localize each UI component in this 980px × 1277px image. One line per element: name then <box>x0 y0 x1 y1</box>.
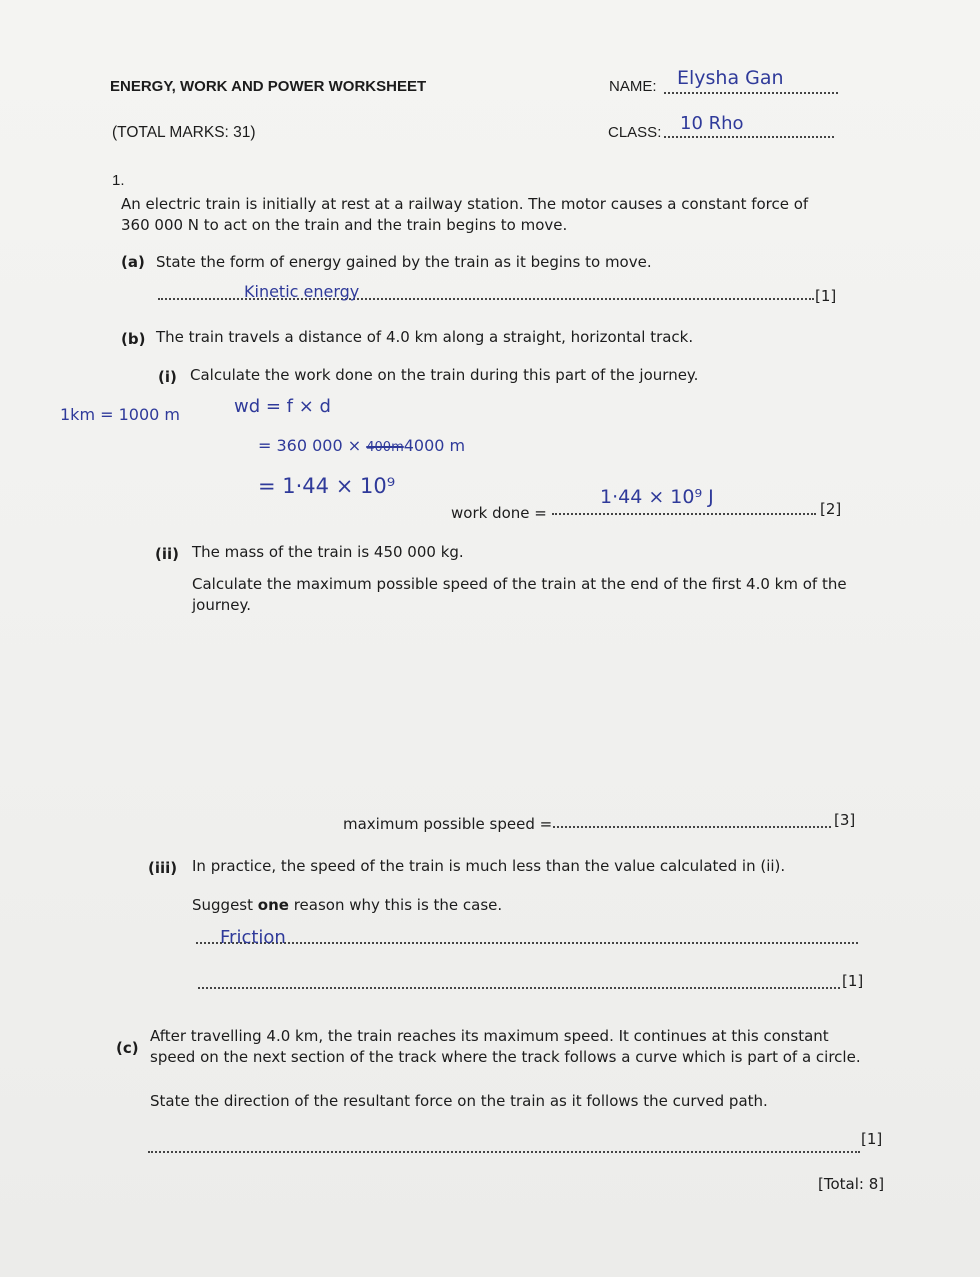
part-c-text-2: State the direction of the resultant force on the train as it follows the curved path. <box>150 1092 768 1110</box>
part-b-label: (b) <box>121 330 146 348</box>
part-b-i-marks: [2] <box>820 500 842 518</box>
part-b-iii-text-2-pre: Suggest <box>192 896 258 914</box>
part-a-text: State the form of energy gained by the train as it begins to move. <box>156 253 652 271</box>
unit-conversion-note: 1km = 1000 m <box>60 405 180 424</box>
part-b-ii-text-2 <box>192 574 847 616</box>
part-b-ii-text-1: The mass of the train is 450 000 kg. <box>192 543 464 561</box>
work-done-line <box>552 513 816 515</box>
working-line-2-suffix: 4000 m <box>403 436 466 455</box>
part-b-iii-answer-line-2 <box>198 987 840 989</box>
intro-line-1: An electric train is initially at rest at a railway station. The motor causes a constant force of <box>121 195 809 213</box>
class-line <box>664 136 834 138</box>
total-marks: (TOTAL MARKS: 31) <box>112 124 256 141</box>
part-c-marks: [1] <box>861 1130 883 1148</box>
max-speed-label: maximum possible speed = <box>343 815 553 833</box>
worksheet-title: ENERGY, WORK AND POWER WORKSHEET <box>110 78 427 95</box>
part-b-ii-text-2-line-2: journey. <box>192 596 251 614</box>
part-b-iii-answer: Friction <box>220 927 286 948</box>
part-b-iii-text-2 <box>192 896 502 914</box>
part-c-answer-line <box>148 1151 860 1153</box>
part-c-label: (c) <box>116 1039 139 1057</box>
working-line-2-struck: 400m <box>366 440 404 455</box>
question-total: [Total: 8] <box>818 1175 885 1193</box>
part-c-text <box>150 1026 861 1068</box>
part-a-label: (a) <box>121 253 145 271</box>
question-number: 1. <box>112 172 125 189</box>
part-a-marks: [1] <box>815 287 837 305</box>
name-line <box>664 92 838 94</box>
part-b-iii-text-2-post: reason why this is the case. <box>288 896 503 914</box>
part-b-iii-text-1: In practice, the speed of the train is much less than the value calculated in (ii). <box>192 857 786 875</box>
part-b-ii-marks: [3] <box>834 811 856 829</box>
intro-line-2: 360 000 N to act on the train and the train begins to move. <box>121 216 568 234</box>
class-label: CLASS: <box>608 124 662 141</box>
part-b-iii-answer-line-1 <box>196 942 858 944</box>
work-done-label: work done = <box>451 504 547 522</box>
part-b-iii-label: (iii) <box>148 859 178 877</box>
part-c-text-line-1: After travelling 4.0 km, the train reaches its maximum speed. It continues at this constant <box>150 1027 829 1045</box>
part-b-iii-text-2-bold: one <box>257 896 289 914</box>
part-b-iii-marks: [1] <box>842 972 864 990</box>
part-b-i-text: Calculate the work done on the train during this part of the journey. <box>190 366 699 384</box>
question-intro <box>121 194 808 236</box>
working-line-1: wd = f × d <box>234 396 331 417</box>
working-line-2-prefix: = 360 000 × <box>258 436 362 455</box>
part-a-answer: Kinetic energy <box>244 282 360 301</box>
working-line-2 <box>258 436 465 455</box>
part-b-i-label: (i) <box>158 368 177 386</box>
part-b-ii-text-2-line-1: Calculate the maximum possible speed of the train at the end of the first 4.0 km of the <box>192 575 847 593</box>
name-value: Elysha Gan <box>677 67 784 89</box>
name-label: NAME: <box>609 78 657 95</box>
work-done-answer: 1·44 × 10⁹ J <box>600 486 714 508</box>
working-line-3: = 1·44 × 10⁹ <box>258 474 396 498</box>
part-b-text: The train travels a distance of 4.0 km along a straight, horizontal track. <box>156 328 694 346</box>
class-value: 10 Rho <box>680 113 744 134</box>
max-speed-line <box>553 826 831 828</box>
part-b-ii-label: (ii) <box>155 545 179 563</box>
part-c-text-line-2: speed on the next section of the track where the track follows a curve which is part of a circle. <box>150 1048 861 1066</box>
